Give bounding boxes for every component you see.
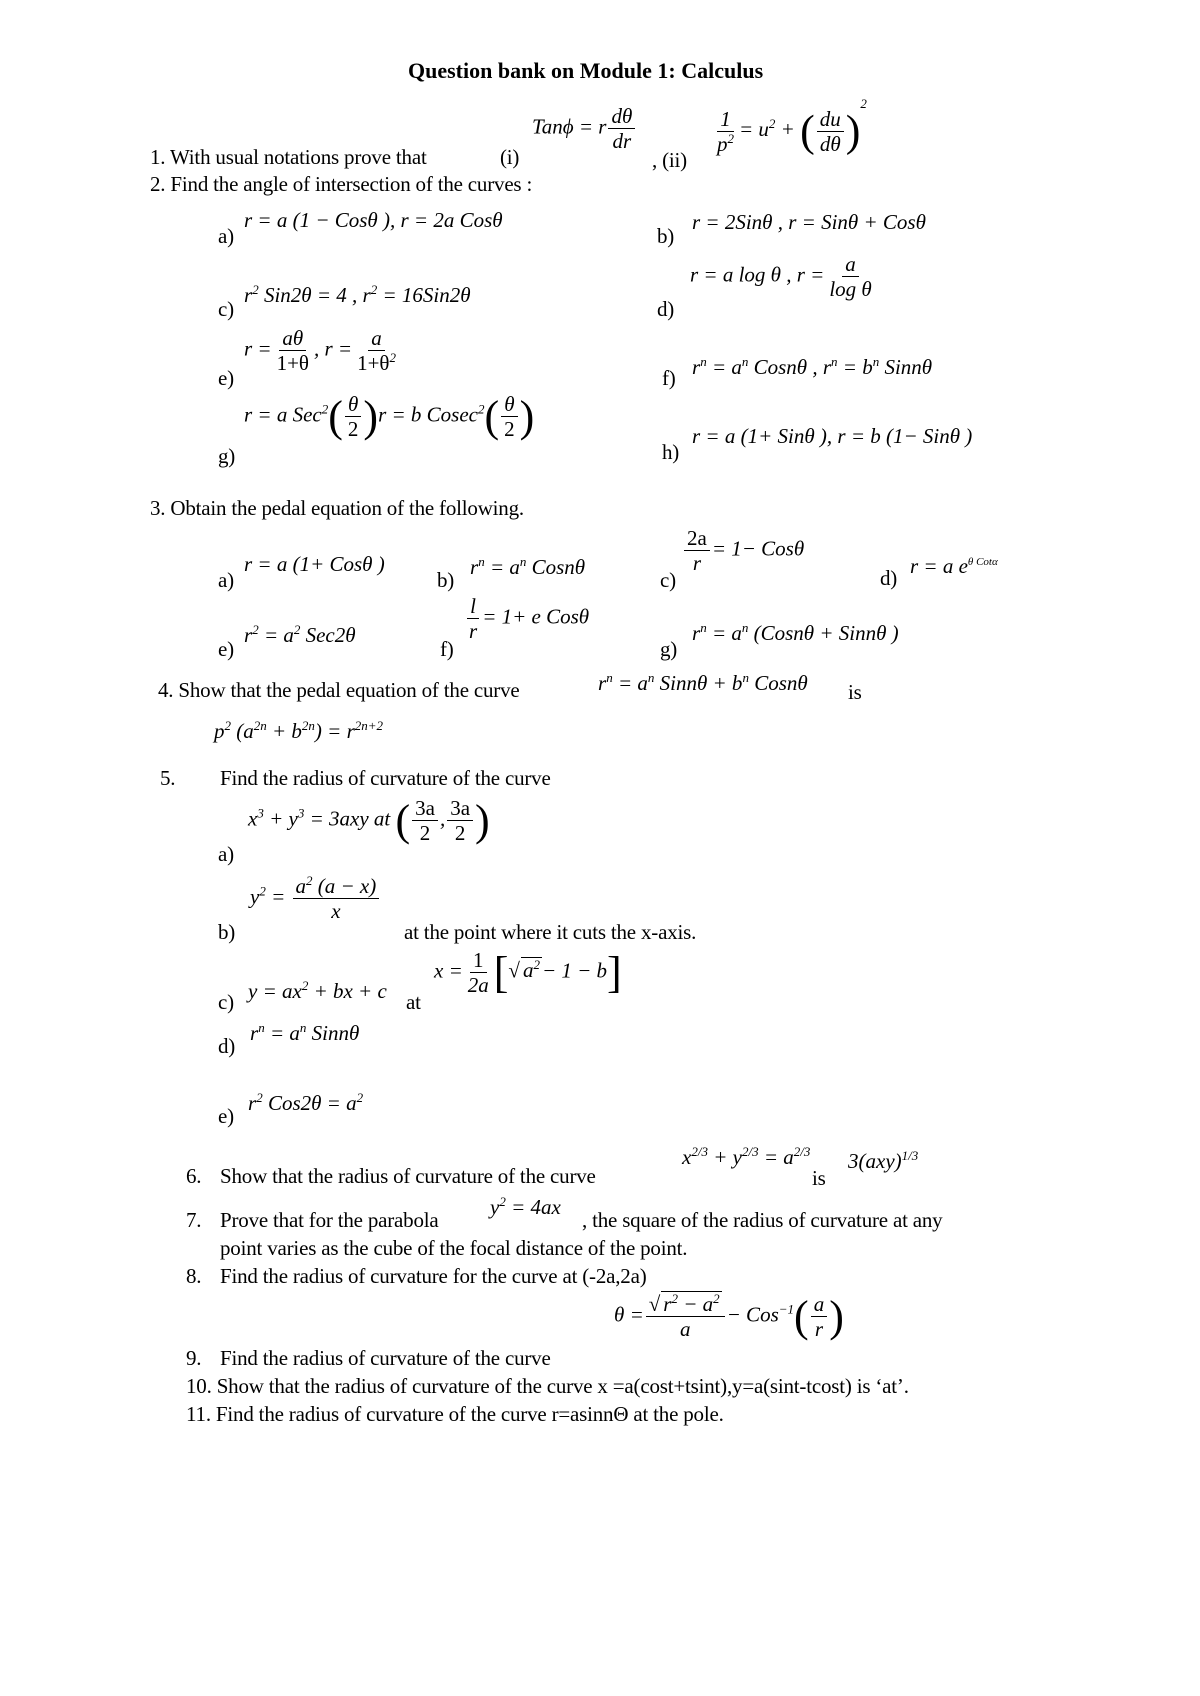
q2-c-eq: $r^2$ Sin2θ = 4 , $r^2 = 16Sin2\theta$ [244, 282, 471, 307]
q2-h-label: h) [662, 440, 680, 464]
q8-text: Find the radius of curvature for the curve at (-2a,2a) [220, 1264, 647, 1288]
q3-text: 3. Obtain the pedal equation of the following. [150, 496, 524, 520]
q5-b-eq: $y^2$ = $\frac{a^2 (a - x)}{x}$ [250, 874, 381, 923]
q6-num: 6. [186, 1164, 202, 1188]
q1-eq-ii: $\frac{1}{p^2}$ = $u^2$ + ( $\frac{du}{d\theta}$ )$^2$ [717, 96, 867, 156]
q3-g-eq: $r^n = a^n$ (Cosnθ + Sinnθ ) [692, 620, 899, 645]
q7-text-b: , the square of the radius of curvature at any [582, 1208, 943, 1232]
q2-a-eq: r = a (1 − Cosθ ), r = 2a Cosθ [244, 208, 503, 232]
q4-text: 4. Show that the pedal equation of the curve [158, 678, 520, 702]
q3-b-label: b) [437, 568, 455, 592]
q6-eq: $x^{2/3} + y^{2/3} = a^{2/3}$ [682, 1144, 811, 1169]
q5-c-label: c) [218, 990, 234, 1014]
q3-a-eq: r = a (1+ Cosθ ) [244, 552, 385, 576]
q2-d-eq: r = a log θ , r = $\frac{a}{\text{log θ}}$ [690, 252, 872, 302]
q5-c-x: x = $\frac{1}{2a}$ [√ $a^2- 1 - b$] [434, 947, 622, 998]
q2-text: 2. Find the angle of intersection of the curves : [150, 172, 533, 196]
q1-i-label: (i) [500, 145, 520, 169]
q10-text: 10. Show that the radius of curvature of the curve x =a(cost+tsint),y=a(sint-tcost) is ‘at’. [186, 1374, 909, 1398]
q6-text: Show that the radius of curvature of the curve [220, 1164, 596, 1188]
q3-b-eq: $r^n = a^n$ Cosnθ [470, 554, 586, 579]
q1-text: 1. With usual notations prove that [150, 145, 427, 169]
q2-e-eq: r = $\frac{a\theta}{1+\theta}$ , r = $\frac{a}{1+\theta^2}$ [244, 326, 396, 376]
q4-eq: $r^n = a^n$ Sinnθ + $b^n$ Cosnθ [598, 670, 808, 695]
q5-e-eq: $r^2$ $Cos2\theta = a^2$ [248, 1090, 364, 1115]
q9-text: Find the radius of curvature of the curve [220, 1346, 551, 1370]
q3-a-label: a) [218, 568, 234, 592]
q2-d-label: d) [657, 297, 675, 321]
q3-e-label: e) [218, 637, 234, 661]
q3-d-label: d) [880, 566, 898, 590]
q3-d-eq: r = a $e^{\theta Cot\alpha}$ [910, 554, 998, 578]
q7-text-a: Prove that for the parabola [220, 1208, 439, 1232]
q1-ii-label: , (ii) [652, 148, 687, 172]
page-title: Question bank on Module 1: Calculus [408, 58, 764, 83]
q2-g-eq: r = a Sec$^2$( $\frac{\theta}{2}$ )r = b Cosec$^2$( $\frac{\theta}{2}$ ) [244, 391, 535, 442]
q5-num: 5. [160, 766, 176, 790]
q5-b-label: b) [218, 920, 236, 944]
q8-num: 8. [186, 1264, 202, 1288]
q2-b-eq: r = 2Sinθ , r = Sinθ + Cosθ [692, 210, 926, 234]
q5-a-label: a) [218, 842, 234, 866]
q9-eq: θ = $\frac{√ r^2 - a^2}{a}$ − Cos$^{-1}$( $\frac{a}{r}$ ) [614, 1291, 844, 1342]
q3-c-label: c) [660, 568, 676, 592]
q2-h-eq: r = a (1+ Sinθ ), r = b (1− Sinθ ) [692, 424, 973, 448]
q7-eq: $y^2 = 4ax$ [490, 1194, 561, 1219]
q2-g-label: g) [218, 444, 236, 468]
q2-a-label: a) [218, 224, 234, 248]
q2-e-label: e) [218, 366, 234, 390]
q5-c-eq: $y = ax^2$ + bx + c [248, 978, 387, 1003]
q4-result: $p^2$ $(a^{2n} + b^{2n}) = r^{2n+2}$ [214, 718, 384, 743]
q7-num: 7. [186, 1208, 202, 1232]
q3-e-eq: $r^2 = a^2$ Sec2θ [244, 622, 356, 647]
q5-text: Find the radius of curvature of the curve [220, 766, 551, 790]
q2-c-label: c) [218, 297, 234, 321]
q5-b-trail: at the point where it cuts the x-axis. [404, 920, 697, 944]
q5-c-at: at [406, 990, 421, 1014]
q2-b-label: b) [657, 224, 675, 248]
q3-g-label: g) [660, 637, 678, 661]
q6-is: is [812, 1166, 826, 1190]
q5-d-label: d) [218, 1034, 236, 1058]
q3-f-eq: $\frac{l}{r}$ = 1+ e Cosθ [469, 594, 590, 644]
q7-text-c: point varies as the cube of the focal distance of the point. [220, 1236, 688, 1260]
q9-num: 9. [186, 1346, 202, 1370]
q5-a-eq: $x^3 + y^3 = 3axy$ at ( $\frac{3a}{2}$ , $\frac{3a}{2}$ ) [248, 795, 490, 846]
q3-c-eq: $\frac{2a}{r}$ = 1− Cosθ [682, 526, 804, 575]
q3-f-label: f) [440, 637, 454, 661]
q2-f-label: f) [662, 366, 676, 390]
q11-text: 11. Find the radius of curvature of the curve r=asinnΘ at the pole. [186, 1402, 724, 1426]
q6-result: 3(axy)$^{1/3}$ [848, 1148, 919, 1173]
q2-f-eq: $r^n = a^n$ Cosnθ , $r^n = b^n$ Sinnθ [692, 354, 933, 379]
q1-eq-i: Tanϕ = r $\frac{d\theta}{dr}$ [532, 104, 637, 153]
q4-is: is [848, 680, 862, 704]
q5-d-eq: $r^n = a^n$ Sinnθ [250, 1020, 360, 1045]
q5-e-label: e) [218, 1104, 234, 1128]
